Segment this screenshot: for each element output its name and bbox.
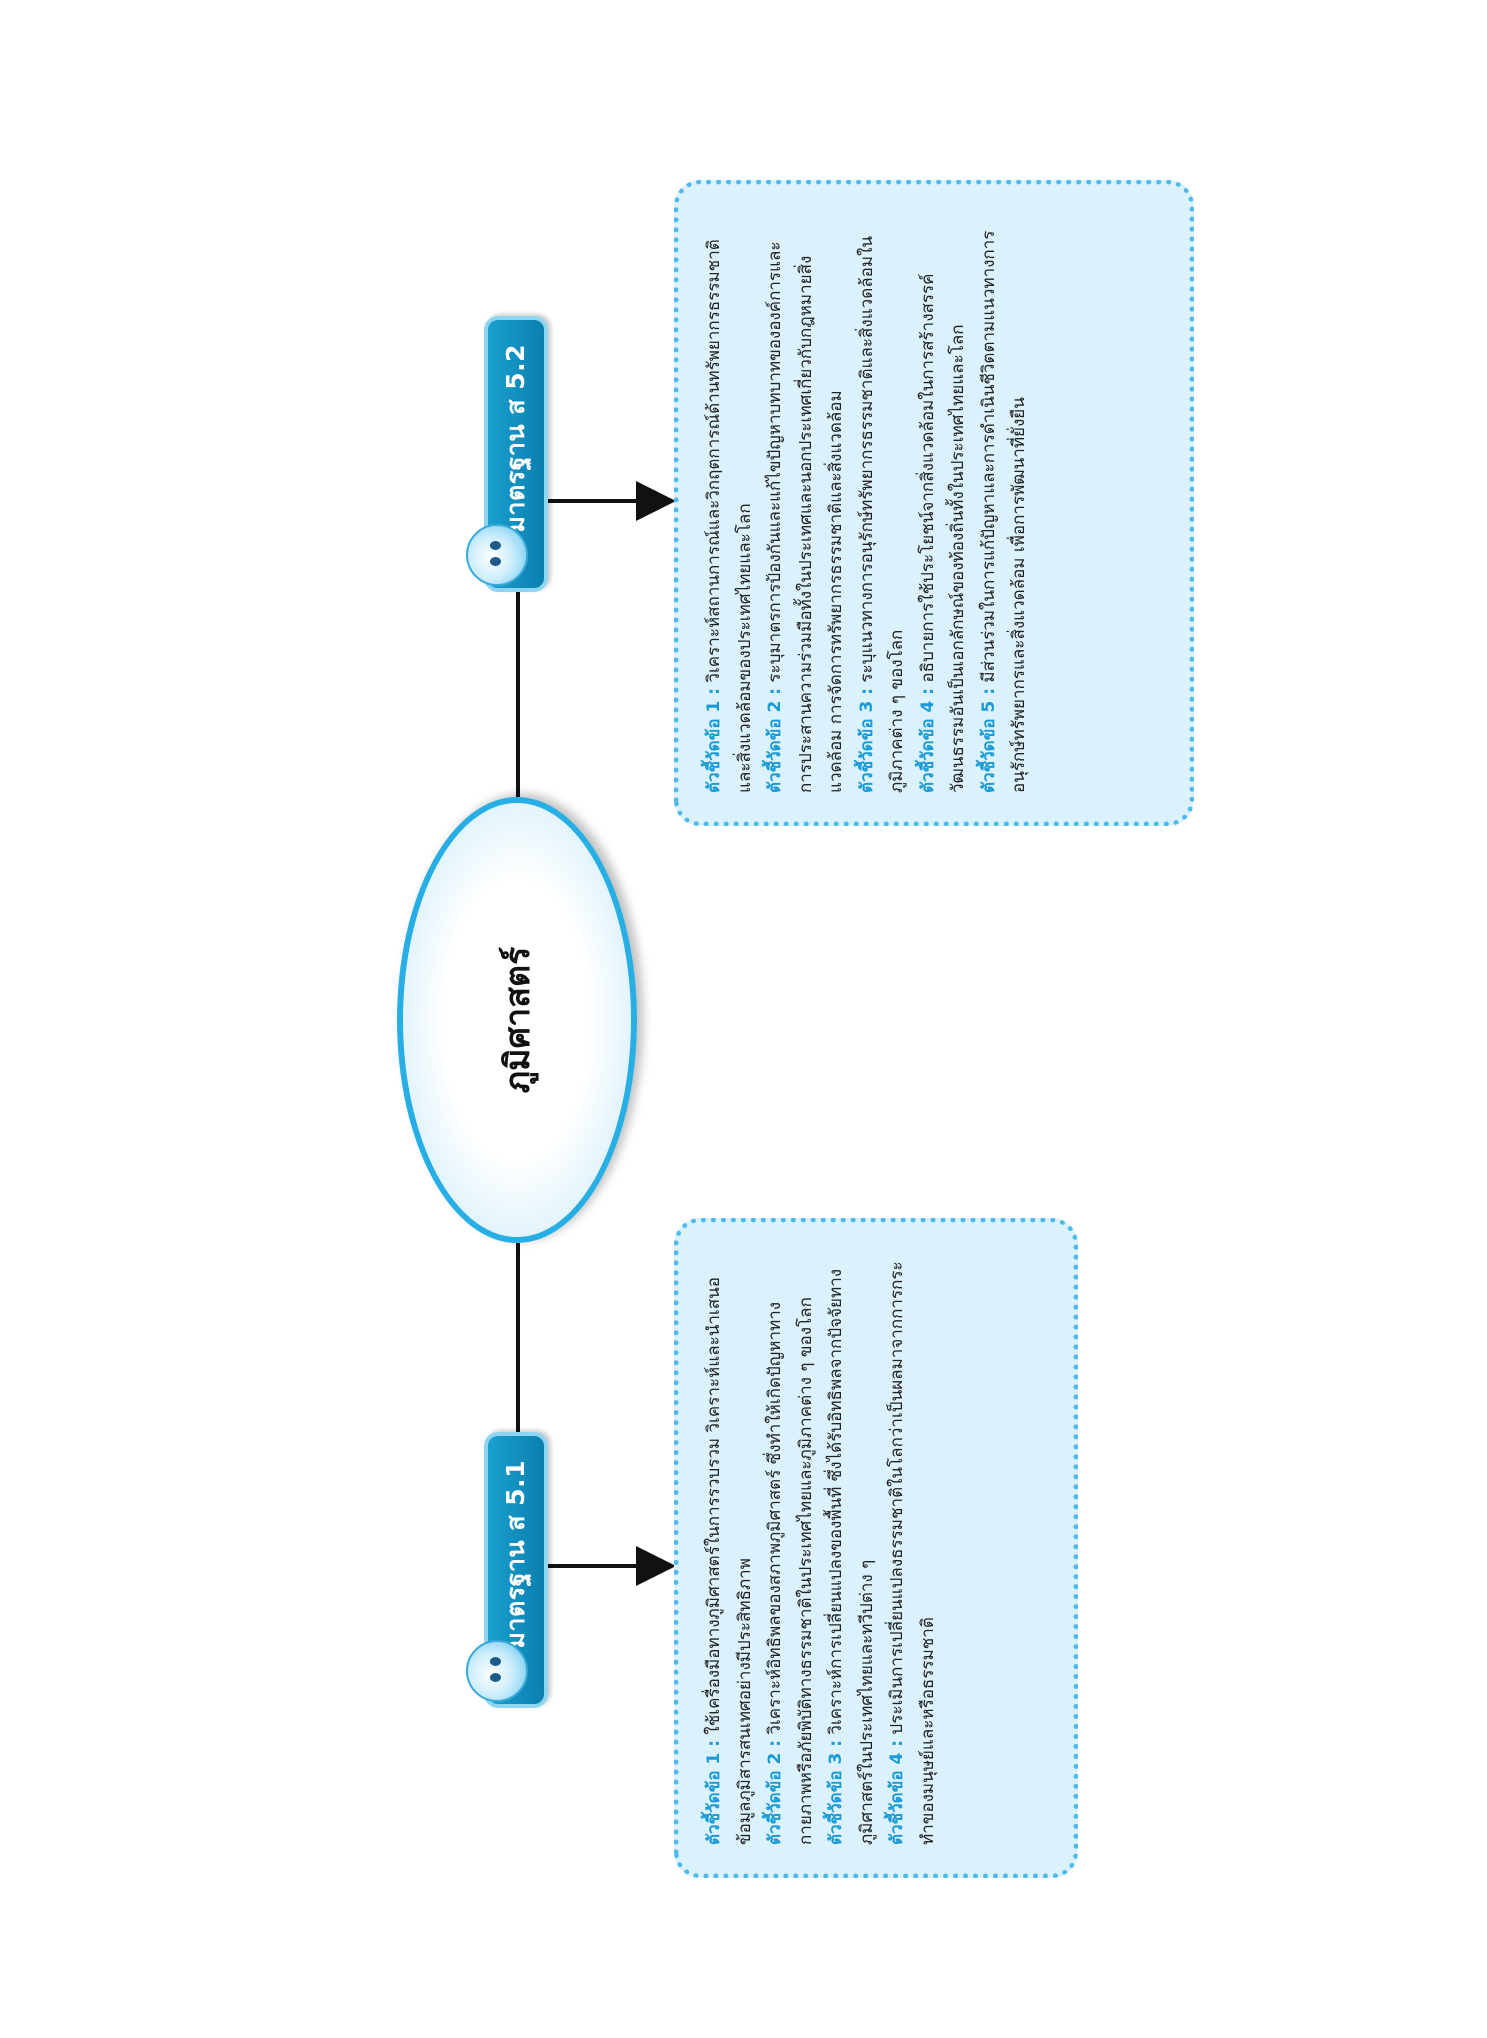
standard-1-label: มาตรฐาน ส 5.1 xyxy=(501,1460,530,1649)
mascot-icon xyxy=(466,524,528,586)
indicator-item xyxy=(760,1251,821,1845)
indicator-label: ตัวชี้วัดข้อ 2 : xyxy=(765,687,785,793)
indicator-text: วิเคราะห์อิทธิพลของสภาพภูมิศาสตร์ ซึ่งทำให้เกิดปัญหาทางกายภาพหรือภัยพิบัติทางธรรมชาติในประเทศไทยและภูมิภาคต่าง ๆ ของโลก xyxy=(765,1297,816,1845)
indicator-text: วิเคราะห์การเปลี่ยนแปลงของพื้นที่ ซึ่งได้รับอิทธิพลจากปัจจัยทางภูมิศาสตร์ในประเทศไทยและทวีปต่าง ๆ xyxy=(826,1268,877,1845)
indicator-item xyxy=(974,213,1035,793)
standard-1-indicators-box xyxy=(674,1218,1078,1878)
indicator-text: ระบุแนวทางการอนุรักษ์ทรัพยากรธรรมชาติและสิ่งแวดล้อมในภูมิภาคต่าง ๆ ของโลก xyxy=(856,235,907,793)
mascot-icon xyxy=(466,1640,528,1702)
indicator-item xyxy=(913,213,974,793)
indicator-item xyxy=(699,1251,760,1845)
indicator-item xyxy=(821,1251,882,1845)
indicator-label: ตัวชี้วัดข้อ 1 : xyxy=(704,1739,724,1845)
indicator-label: ตัวชี้วัดข้อ 3 : xyxy=(826,1739,846,1845)
indicator-label: ตัวชี้วัดข้อ 4 : xyxy=(917,687,938,793)
indicator-text: วิเคราะห์สถานการณ์และวิกฤตการณ์ด้านทรัพยากรธรรมชาติและสิ่งแวดล้อมของประเทศไทยและโลก xyxy=(704,239,755,793)
indicator-text: ประเมินการเปลี่ยนแปลงธรรมชาติในโลกว่าเป็นผลมาจากการกระทำของมนุษย์และหรือธรรมชาติ xyxy=(887,1261,938,1845)
central-topic-oval xyxy=(397,797,637,1243)
indicator-item xyxy=(882,1251,943,1845)
indicator-label: ตัวชี้วัดข้อ 2 : xyxy=(765,1739,785,1845)
indicator-item xyxy=(760,213,852,793)
indicator-label: ตัวชี้วัดข้อ 4 : xyxy=(887,1739,907,1845)
indicator-item xyxy=(699,213,760,793)
standard-2-label: มาตรฐาน ส 5.2 xyxy=(501,344,530,533)
indicator-label: ตัวชี้วัดข้อ 3 : xyxy=(856,687,877,793)
indicator-text: มีส่วนร่วมในการแก้ปัญหาและการดำเนินชีวิตตามแนวทางการอนุรักษ์ทรัพยากรและสิ่งแวดล้อม เพื่อการพัฒนาที่ยั่งยืน xyxy=(978,230,1029,793)
indicator-text: ระบุมาตรการป้องกันและแก้ไขปัญหาบทบาทขององค์การและการประสานความร่วมมือทั้งในประเทศและนอกประเทศเกี่ยวกับกฎหมายสิ่งแวดล้อม การจัดการทรัพยากรธรรมชาติและสิ่งแวดล้อม xyxy=(765,241,846,793)
indicator-label: ตัวชี้วัดข้อ 5 : xyxy=(978,687,999,793)
indicator-text: ใช้เครื่องมือทางภูมิศาสตร์ในการรวบรวม วิเคราะห์และนำเสนอข้อมูลภูมิสารสนเทศอย่างมีประสิทธิภาพ xyxy=(704,1277,755,1845)
central-topic-title: ภูมิศาสตร์ xyxy=(498,946,538,1094)
standard-2-indicators-box xyxy=(674,180,1194,826)
indicator-text: อธิบายการใช้ประโยชน์จากสิ่งแวดล้อมในการสร้างสรรค์วัฒนธรรมอันเป็นเอกลักษณ์ของท้องถิ่นทั้งในประเทศไทยและโลก xyxy=(917,273,968,793)
indicator-label: ตัวชี้วัดข้อ 1 : xyxy=(704,687,724,793)
indicator-item xyxy=(852,213,913,793)
